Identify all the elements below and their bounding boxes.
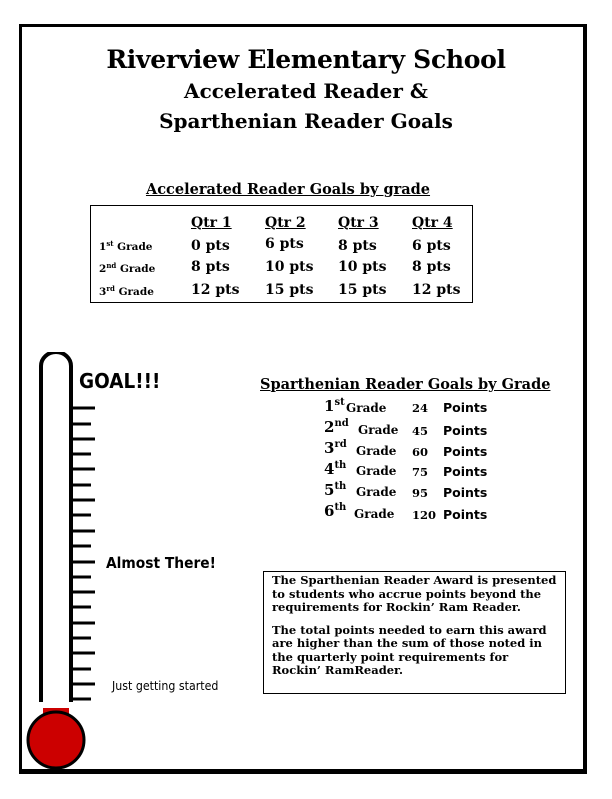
points-label: Points [443, 464, 488, 479]
ar-cell: 15 pts [338, 282, 387, 298]
ar-cell: 8 pts [412, 259, 451, 275]
grade-points: 95 [412, 486, 429, 500]
ar-cell: 12 pts [191, 282, 240, 298]
thermometer-ticks [71, 408, 95, 699]
points-label: Points [443, 485, 488, 500]
award-description-box [263, 571, 566, 694]
ar-quarter-header: Qtr 1 [191, 215, 232, 231]
almost-there-label: Almost There! [106, 554, 216, 572]
ar-quarter-header: Qtr 2 [265, 215, 306, 231]
grade-number: 2nd [324, 418, 349, 436]
grade-points: 45 [412, 424, 429, 438]
just-getting-started-label: Just getting started [112, 679, 219, 693]
ar-grade-label: 2nd Grade [99, 261, 156, 275]
sparthenian-goals-heading: Sparthenian Reader Goals by Grade [260, 376, 551, 393]
ar-cell: 15 pts [265, 282, 314, 298]
subtitle-line-2: Sparthenian Reader Goals [159, 109, 453, 133]
ar-cell: 6 pts [265, 236, 304, 252]
award-paragraph: The total points needed to earn this award are higher than the sum of those noted in the quarterly point requirements for Rockin’ RamReader. [272, 622, 547, 677]
ar-cell: 6 pts [412, 238, 451, 254]
ar-cell: 8 pts [338, 238, 377, 254]
points-label: Points [443, 423, 488, 438]
ar-quarter-header: Qtr 4 [412, 215, 453, 231]
points-label: Points [443, 400, 488, 415]
grade-word: Grade [356, 464, 397, 478]
grade-number: 1st [324, 397, 345, 415]
ar-grade-label: 1st Grade [99, 239, 153, 253]
grade-number: 5th [324, 481, 347, 499]
grade-number: 6th [324, 502, 347, 520]
grade-word: Grade [356, 485, 397, 499]
grade-number: 3rd [324, 439, 347, 457]
ar-cell: 10 pts [338, 259, 387, 275]
thermometer-graphic [25, 352, 95, 772]
school-title: Riverview Elementary School [106, 45, 506, 74]
thermometer-bulb [28, 712, 84, 768]
points-label: Points [443, 507, 488, 522]
grade-points: 60 [412, 445, 429, 459]
ar-cell: 0 pts [191, 238, 230, 254]
subtitle-line-1: Accelerated Reader & [184, 79, 428, 103]
ar-cell: 8 pts [191, 259, 230, 275]
grade-word: Grade [346, 401, 387, 415]
ar-goals-heading: Accelerated Reader Goals by grade [145, 181, 431, 198]
grade-points: 120 [412, 508, 437, 522]
ar-cell: 12 pts [412, 282, 461, 298]
thermometer-tube [41, 352, 71, 702]
ar-grade-label: 3rd Grade [99, 284, 154, 298]
grade-points: 24 [412, 401, 429, 415]
award-paragraph: The Sparthenian Reader Award is presented to students who accrue points beyond the requirements for Rockin’ Ram Reader. [272, 573, 557, 614]
ar-goals-table [90, 205, 473, 303]
grade-word: Grade [356, 444, 397, 458]
ar-cell: 10 pts [265, 259, 314, 275]
grade-points: 75 [412, 465, 429, 479]
goal-label: GOAL!!! [79, 369, 161, 393]
grade-number: 4th [324, 460, 347, 478]
ar-quarter-header: Qtr 3 [338, 215, 379, 231]
grade-word: Grade [354, 507, 395, 521]
points-label: Points [443, 444, 488, 459]
grade-word: Grade [358, 423, 399, 437]
